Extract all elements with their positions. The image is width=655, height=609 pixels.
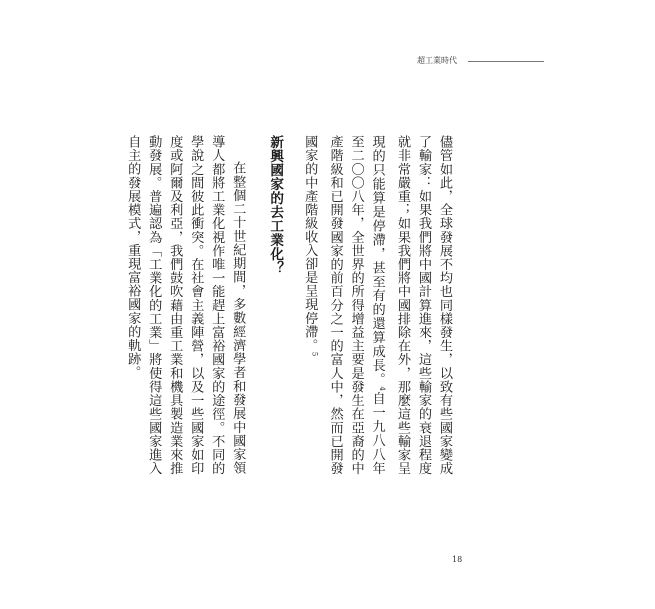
page-number: 18 (452, 555, 463, 564)
paragraph-1-continuation: 自一九八八年至二〇〇八年，全世界的所得增益主要是發生在亞裔的中產階級和已開發國家的前百分之一的富人中，然而已開發國家的中產階級收入卻是呈現停滯。 (302, 135, 385, 475)
paragraph-2: 在整個二十世紀期間，多數經濟學者和發展中國家領導人都將工業化視作唯一能趕上富裕國家的途徑。不同的學說之間彼此衝突。在社會主義陣營，以及一些國家如印度或阿爾及利亞，我們鼓吹藉由重工業和機具製造業來推動發展。普遍認為「工業化的工業」將使得這些國家進入自主的發展模式，重現富裕國家的軌跡。 (125, 135, 246, 475)
header-rule (468, 61, 544, 62)
body-text (122, 135, 455, 475)
footnote-marker-5: 5 (310, 351, 319, 357)
paragraph-1-text: 儘管如此，全球發展不均也同樣發生，以致有些國家變成了輸家：如果我們將中國計算進來，這些輸家的衰退程度就非常嚴重；如果我們將中國排除在外，那麼這些輸家呈現的只能算是停滯，甚至有的還算成長。 (369, 135, 452, 475)
section-heading: 新興國家的去工業化？ (267, 135, 284, 275)
paragraph-1 (299, 135, 455, 475)
footnote-marker-4: 4 (378, 386, 386, 392)
running-header: 超工業時代 (417, 56, 457, 65)
